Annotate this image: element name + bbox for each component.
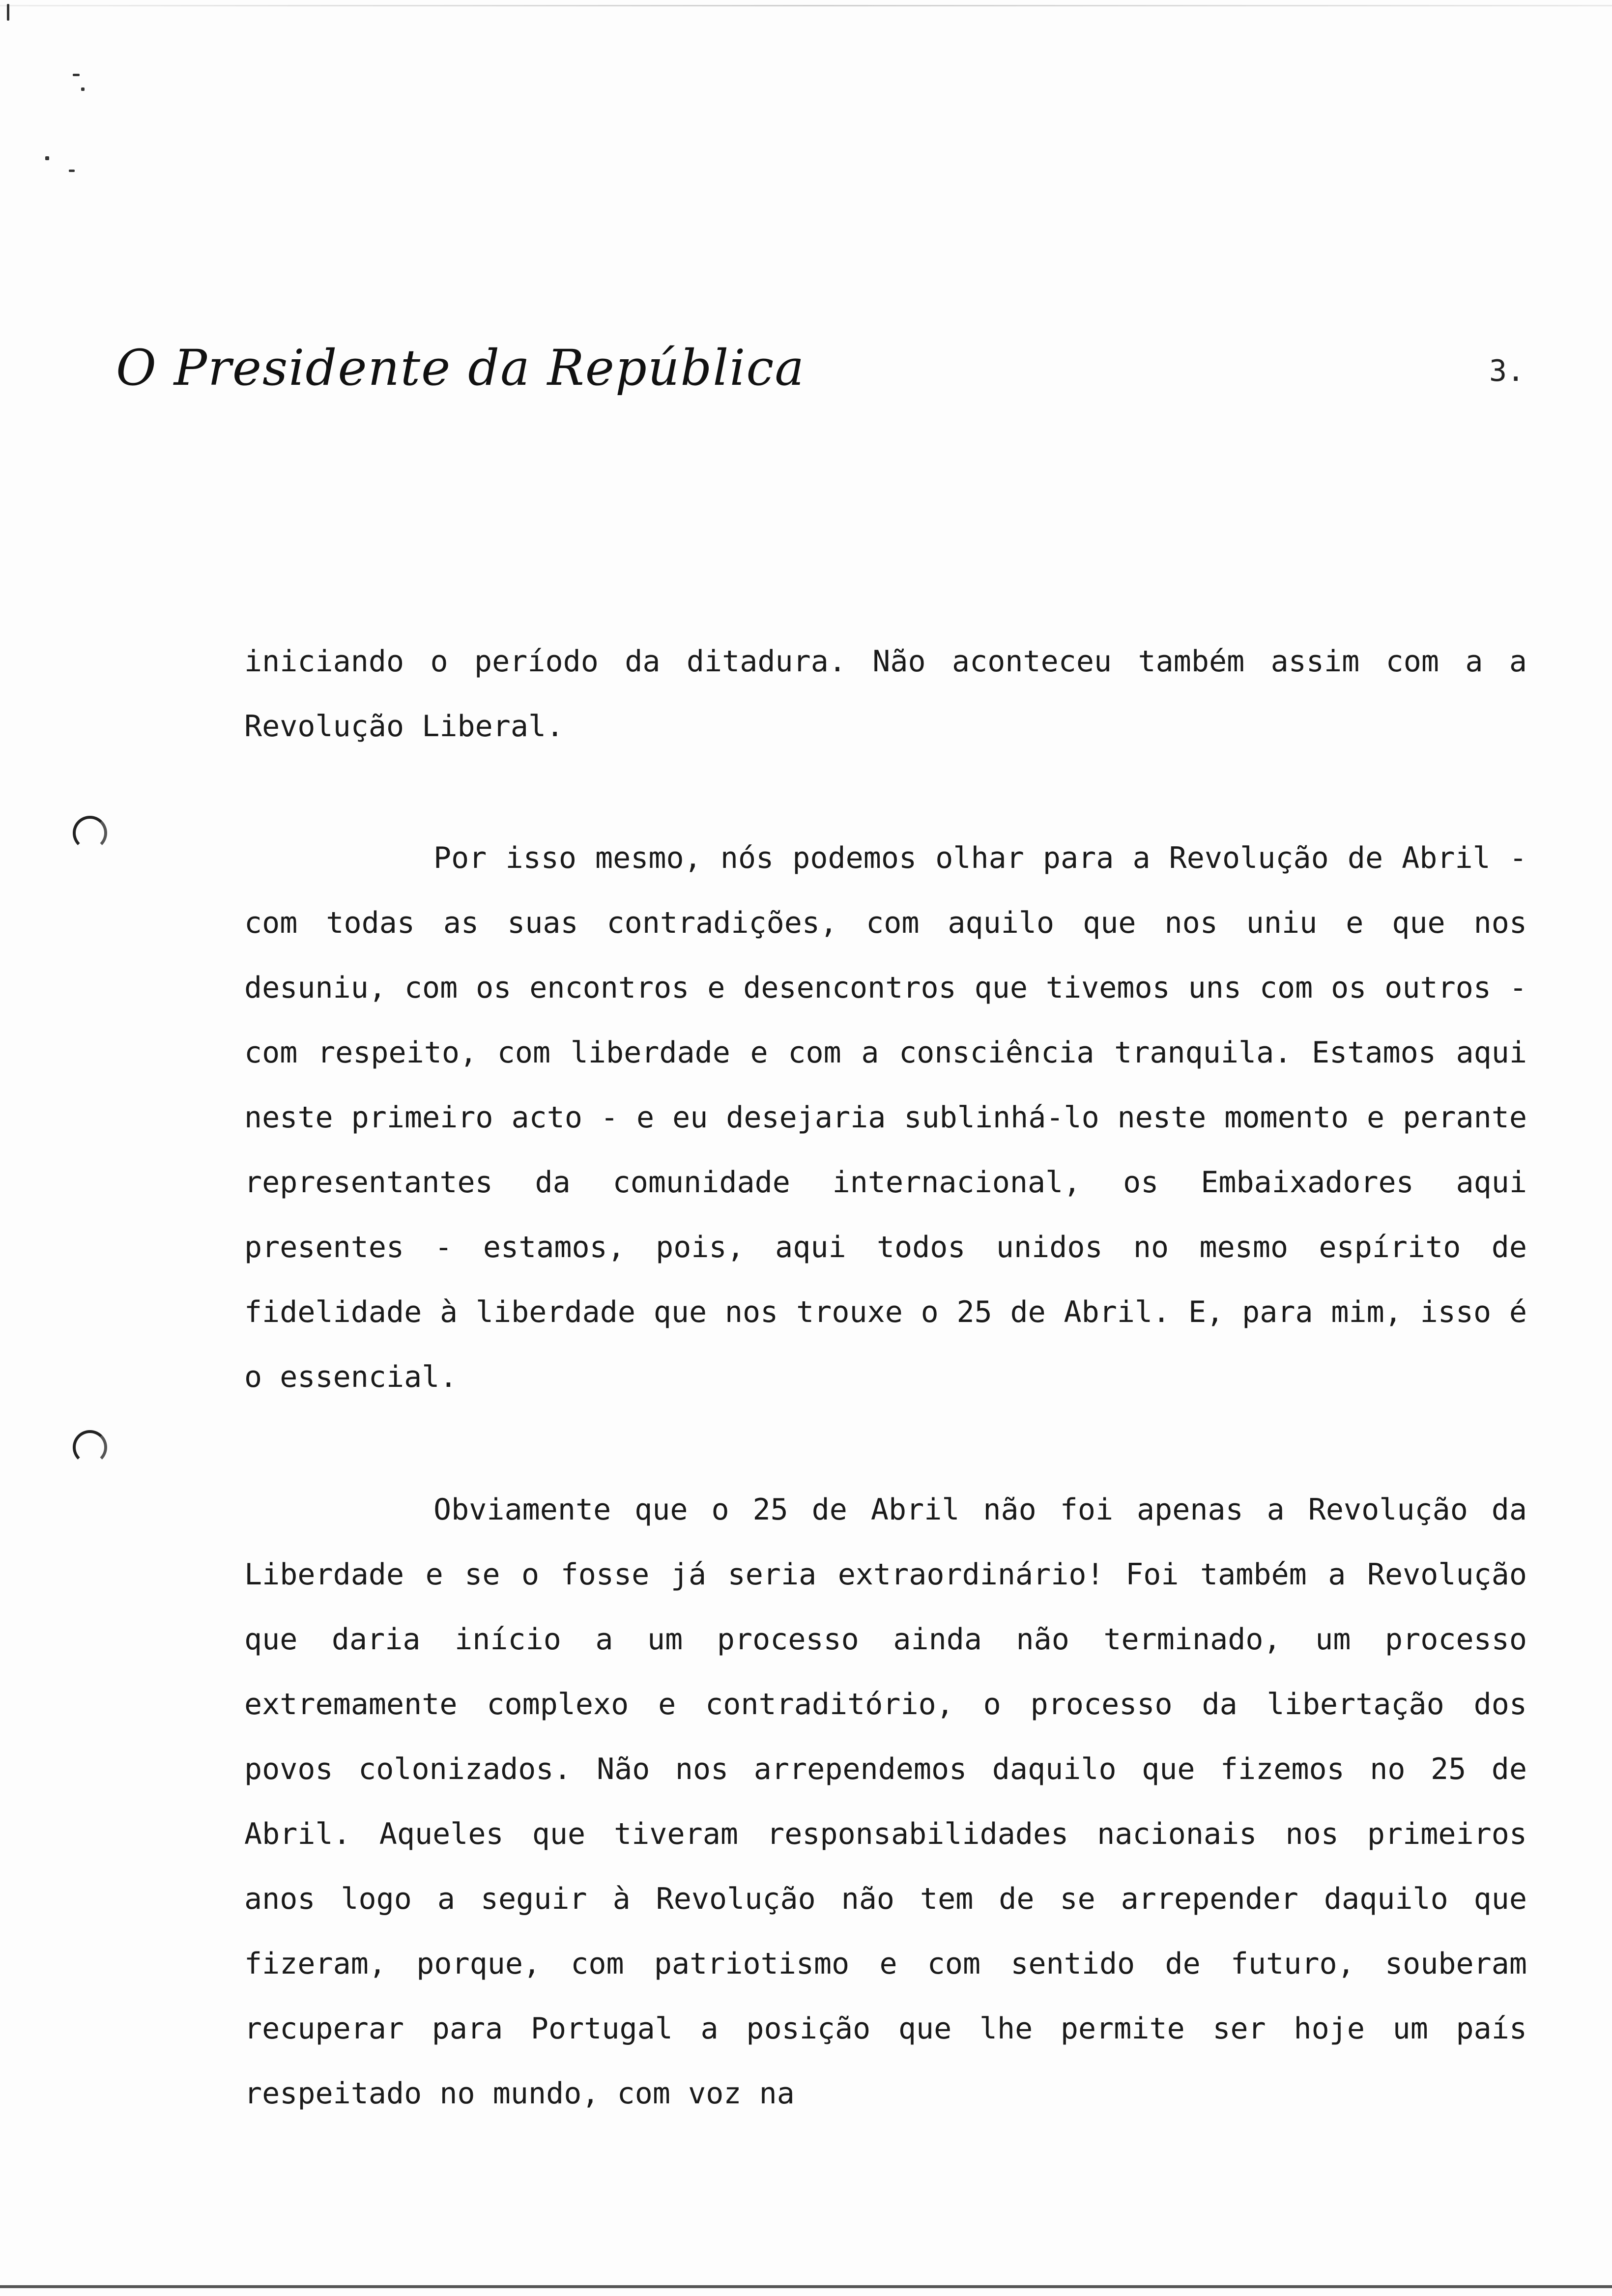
scan-speck xyxy=(45,156,49,160)
scan-bottom-edge xyxy=(0,2285,1612,2288)
punch-hole xyxy=(73,816,107,850)
scan-speck xyxy=(73,74,80,76)
paragraph-2: Por isso mesmo, nós podemos olhar para a Revolução de Abril - com todas as suas contradições, com aquilo que nos uniu e que nos desuniu, com os encontros e desencontros que tivemos uns com os outros - com respeito, com liberdade e com a consciência tranquila. Estamos aqui neste primeiro acto - e eu desejaria sublinhá-lo neste momento e perante representantes da comunidade internacional, os Embaixadores aqui presentes - estamos, pois, aqui todos unidos no mesmo espírito de fidelidade à liberdade que nos trouxe o 25 de Abril. E, para mim, isso é o essencial. xyxy=(244,841,1527,1394)
scan-speck xyxy=(69,170,75,172)
punch-hole xyxy=(73,1430,107,1464)
scan-top-edge xyxy=(0,5,1612,6)
letterhead: O Presidente da República xyxy=(116,339,806,397)
paragraph-1: iniciando o período da ditadura. Não aconteceu também assim com a a Revolução Liberal. xyxy=(244,644,1527,744)
page-number: 3. xyxy=(1489,354,1525,388)
scan-speck xyxy=(7,4,9,21)
paragraph-3: Obviamente que o 25 de Abril não foi apenas a Revolução da Liberdade e se o fosse já seria extraordinário! Foi também a Revolução que daria início a um processo ainda não terminado, um processo extremamente complexo e contraditório, o processo da libertação dos povos colonizados. Não nos arrependemos daquilo que fizemos no 25 de Abril. Aqueles que tiveram responsabilidades nacionais nos primeiros anos logo a seguir à Revolução não tem de se arrepender daquilo que fizeram, porque, com patriotismo e com sentido de futuro, souberam recuperar para Portugal a posição que lhe permite ser hoje um país respeitado no mundo, com voz na xyxy=(244,1492,1527,2111)
scan-speck xyxy=(81,87,85,91)
